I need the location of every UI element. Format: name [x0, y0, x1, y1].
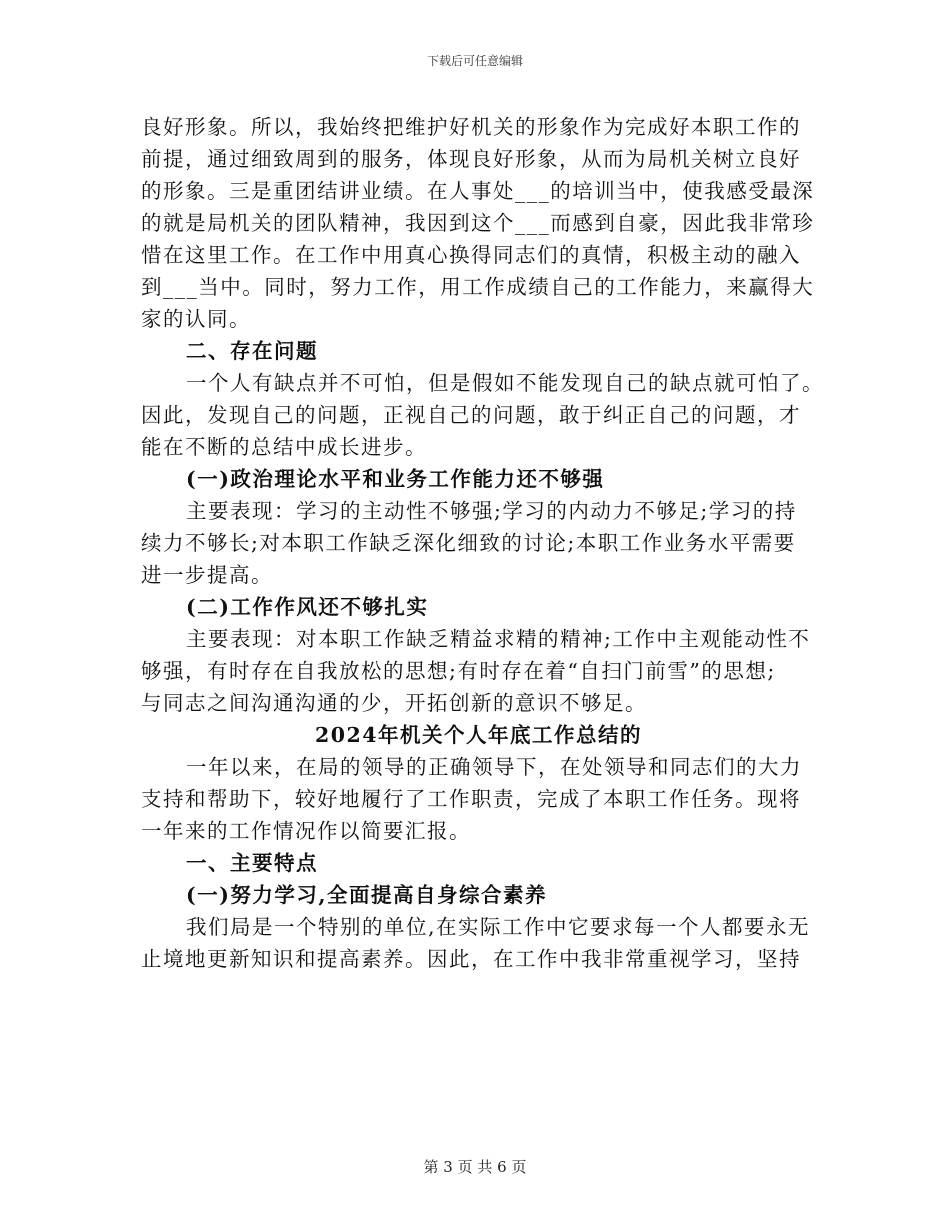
body-line: 家的认同。 [141, 307, 251, 331]
section-heading: 一、主要特点 [186, 851, 318, 875]
body-line: 止境地更新知识和提高素养。因此，在工作中我非常重视学习，坚持 [141, 947, 801, 971]
document-body [141, 111, 824, 975]
body-line: 续力不够长;对本职工作缺乏深化细致的讨论;本职工作业务水平需要 [141, 531, 796, 555]
section-heading: 二、存在问题 [186, 339, 318, 363]
document-title: 2024年机关个人年底工作总结的 [314, 723, 643, 747]
body-line: 支持和帮助下，较好地履行了工作职责，完成了本职工作任务。现将 [141, 787, 801, 811]
page-footer: 第 3 页 共 6 页 [423, 1158, 527, 1176]
body-line: 能在不断的总结中成长进步。 [141, 435, 427, 459]
body-line: 的就是局机关的团队精神，我因到这个___而感到自豪，因此我非常珍 [141, 211, 815, 235]
body-line: 良好形象。所以，我始终把维护好机关的形象作为完成好本职工作的 [141, 115, 801, 139]
subsection-heading: (一)努力学习,全面提高自身综合素养 [186, 883, 548, 907]
body-line: 主要表现：对本职工作缺乏精益求精的精神;工作中主观能动性不 [186, 627, 811, 651]
body-line: 到___当中。同时，努力工作，用工作成绩自己的工作能力，来赢得大 [141, 275, 815, 299]
body-line: 主要表现：学习的主动性不够强;学习的内动力不够足;学习的持 [186, 499, 797, 523]
body-line: 惜在这里工作。在工作中用真心换得同志们的真情，积极主动的融入 [141, 243, 801, 267]
page-header: 下载后可任意编辑 [426, 54, 523, 68]
body-line: 前提，通过细致周到的服务，体现良好形象，从而为局机关树立良好 [141, 147, 801, 171]
body-line: 因此，发现自己的问题，正视自己的问题，敢于纠正自己的问题，才 [141, 403, 801, 427]
body-line: 我们局是一个特别的单位,在实际工作中它要求每一个人都要永无 [186, 915, 811, 939]
body-line: 的形象。三是重团结讲业绩。在人事处___的培训当中，使我感受最深 [141, 179, 815, 203]
body-line: 一年来的工作情况作以简要汇报。 [141, 819, 471, 843]
subsection-heading: (二)工作作风还不够扎实 [186, 595, 429, 619]
subsection-heading: (一)政治理论水平和业务工作能力还不够强 [186, 467, 605, 491]
body-line: 一个人有缺点并不可怕，但是假如不能发现自己的缺点就可怕了。 [186, 371, 824, 395]
body-line: 够强，有时存在自我放松的思想;有时存在着“自扫门前雪”的思想; [141, 659, 776, 683]
body-line: 与同志之间沟通沟通的少，开拓创新的意识不够足。 [141, 691, 647, 715]
body-line: 进一步提高。 [141, 563, 273, 587]
body-line: 一年以来，在局的领导的正确领导下，在处领导和同志们的大力 [186, 755, 802, 779]
